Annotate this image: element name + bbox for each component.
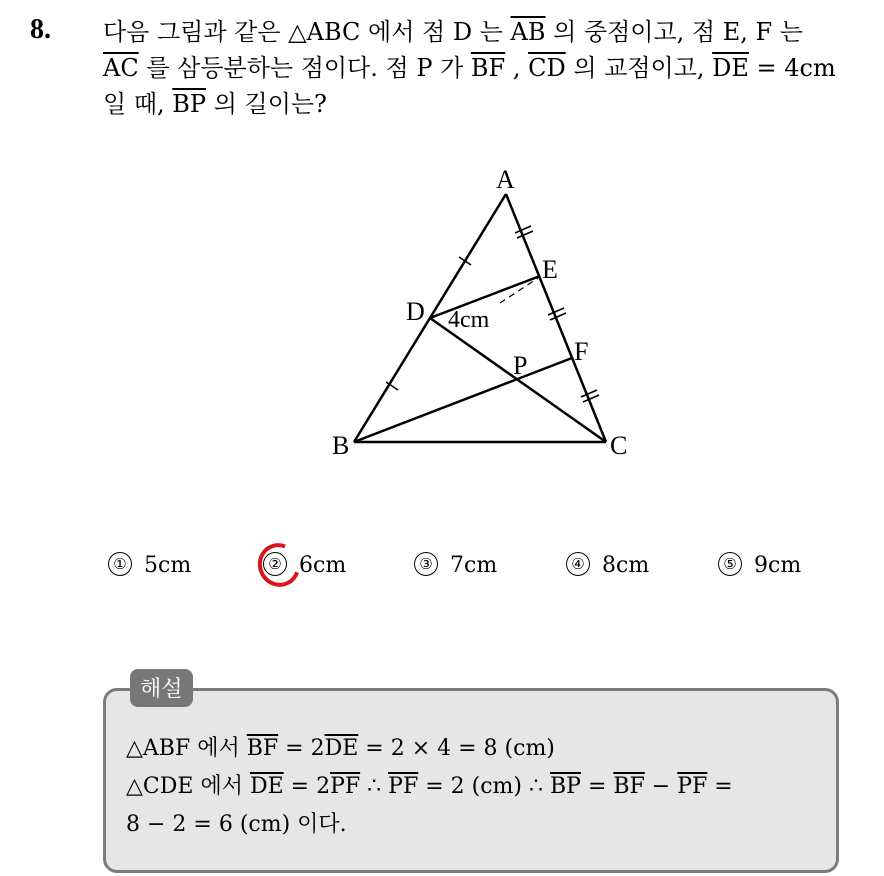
choice-1-text: 5cm	[144, 553, 192, 578]
choice-4-mark: ④	[566, 552, 590, 576]
tick-ad	[459, 257, 471, 265]
choice-5-mark: ⑤	[718, 552, 742, 576]
choice-2-mark: ②	[263, 552, 287, 576]
tick-ae-1	[515, 226, 531, 233]
segment-ab: $\overline{AB}$	[510, 18, 546, 46]
sol-2-pf: $\overline{PF}$	[330, 774, 361, 799]
choice-2-text: 6cm	[299, 553, 347, 578]
label-c: C	[610, 431, 628, 460]
solution-tag: 해설	[130, 669, 193, 707]
tick-ef-1	[548, 308, 564, 315]
q-text-2b: ,	[505, 54, 529, 82]
label-e: E	[542, 255, 558, 284]
tick-fc-2	[583, 395, 599, 402]
sol-2a: △CDE 에서	[126, 774, 250, 799]
sol-2f: −	[644, 774, 678, 799]
solution-line-1	[126, 731, 555, 762]
sol-1a: △ABF 에서	[126, 736, 247, 761]
choice-3-text: 7cm	[450, 553, 498, 578]
segment-bp: $\overline{BP}$	[172, 90, 207, 118]
sol-2-pf2: $\overline{PF}$	[388, 774, 419, 799]
selected-answer-circle	[251, 536, 308, 594]
sol-1-bf: $\overline{BF}$	[246, 736, 279, 761]
tick-ef-2	[550, 313, 566, 320]
choice-1[interactable]	[108, 552, 191, 578]
solution-line-2	[126, 769, 733, 800]
choice-1-mark: ①	[108, 552, 132, 576]
label-f: F	[574, 337, 589, 366]
measure-label: 4cm	[448, 307, 490, 333]
choice-3-mark: ③	[414, 552, 438, 576]
question-text	[103, 14, 868, 122]
sol-2-de: $\overline{DE}$	[249, 774, 284, 799]
choice-4-text: 8cm	[602, 553, 650, 578]
label-p: P	[513, 351, 528, 380]
sol-2g: =	[707, 774, 733, 799]
q-text-2d: = 4cm	[748, 54, 836, 82]
sol-2e: =	[580, 774, 614, 799]
solution-line-3: 8 − 2 = 6 (cm) 이다.	[126, 812, 347, 837]
segment-de: $\overline{DE}$	[712, 54, 749, 82]
choice-5[interactable]	[718, 552, 801, 578]
segment-bf: $\overline{BF}$	[470, 54, 506, 82]
q-text-2a: 를 삼등분하는 점이다. 점 P 가	[138, 54, 471, 82]
sol-1b: = 2	[278, 736, 325, 761]
q-text-1a: 다음 그림과 같은 △ABC 에서 점 D 는	[103, 18, 511, 46]
choice-4[interactable]	[566, 552, 649, 578]
label-a: A	[496, 165, 515, 194]
label-b: B	[332, 431, 350, 460]
q-text-1b: 의 중점이고, 점 E, F 는	[545, 18, 803, 46]
question-number: 8.	[30, 14, 51, 45]
choice-3[interactable]	[414, 552, 497, 578]
segment-bf-line	[354, 358, 572, 442]
segment-ac: $\overline{AC}$	[103, 54, 139, 82]
choice-5-text: 9cm	[754, 553, 802, 578]
triangle-figure	[320, 160, 640, 470]
triangle-diagram	[320, 160, 640, 470]
q-text-3a: 일 때,	[103, 90, 173, 118]
tick-ae-2	[517, 231, 533, 238]
q-text-3b: 의 길이는?	[206, 90, 327, 118]
label-d: D	[406, 297, 425, 326]
tick-fc-1	[581, 390, 597, 397]
q-text-2c: 의 교점이고,	[565, 54, 713, 82]
sol-1c: = 2 × 4 = 8 (cm)	[358, 736, 555, 761]
sol-2-bp: $\overline{BP}$	[549, 774, 581, 799]
sol-2-pf3: $\overline{PF}$	[677, 774, 708, 799]
segment-cd: $\overline{CD}$	[528, 54, 566, 82]
sol-2b: = 2	[283, 774, 331, 799]
measure-dash	[500, 278, 538, 303]
sol-2c: ∴	[360, 774, 389, 799]
sol-1-de: $\overline{DE}$	[324, 736, 359, 761]
sol-2-bf: $\overline{BF}$	[613, 774, 645, 799]
answer-choices	[108, 552, 828, 588]
sol-2d: = 2 (cm) ∴	[418, 774, 550, 799]
